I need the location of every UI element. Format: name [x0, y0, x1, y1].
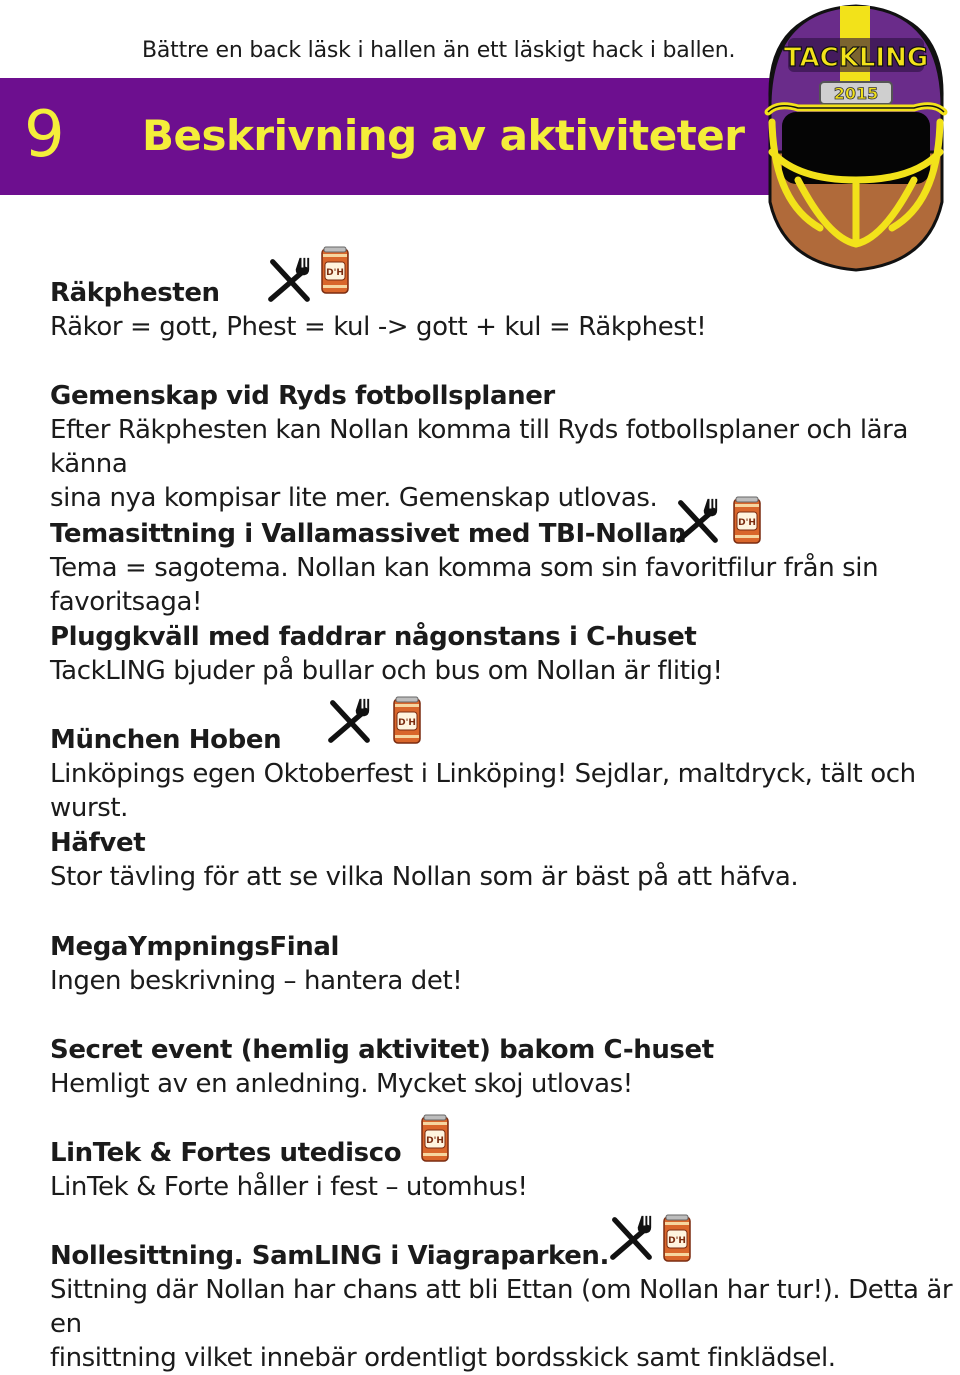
- activity-item: [50, 620, 955, 688]
- activity-description: Stor tävling för att se vilka Nollan som är bäst på att häfva.: [50, 862, 799, 892]
- chapter-number: 9: [24, 98, 65, 172]
- activity-title: Gemenskap vid Ryds fotbollsplaner: [50, 381, 555, 411]
- activity-description: LinTek & Forte håller i fest – utomhus!: [50, 1172, 528, 1202]
- activity-description: TackLING bjuder på bullar och bus om Nollan är flitig!: [50, 656, 723, 686]
- activity-title: Pluggkväll med faddrar någonstans i C-huset: [50, 622, 697, 652]
- fork-knife-icon: [606, 1214, 656, 1262]
- activity-title: LinTek & Fortes utedisco: [50, 1138, 402, 1168]
- activity-title: Secret event (hemlig aktivitet) bakom C-huset: [50, 1035, 714, 1065]
- logo-name: TACKLING: [783, 43, 929, 73]
- activity-title: Häfvet: [50, 828, 146, 858]
- fork-knife-icon: [264, 256, 314, 304]
- activity-item: [50, 930, 955, 998]
- activity-title: Nollesittning. SamLING i Viagraparken.: [50, 1241, 610, 1271]
- beer-can-icon: [662, 1212, 692, 1264]
- activity-title: München Hoben: [50, 725, 282, 755]
- activity-description-line: Sittning där Nollan har chans att bli Ettan (om Nollan har tur!). Detta är en: [50, 1275, 953, 1339]
- activity-item: [50, 276, 955, 344]
- activity-item: [50, 1239, 955, 1375]
- activity-item: [50, 379, 955, 515]
- beer-can-icon: [420, 1112, 450, 1164]
- beer-can-icon: [392, 694, 422, 746]
- activity-description: Räkor = gott, Phest = kul -> gott + kul = Räkphest!: [50, 312, 707, 342]
- beer-can-icon: [732, 494, 762, 546]
- activity-title: Temasittning i Vallamassivet med TBI-Nollan: [50, 519, 687, 549]
- activity-title: MegaYmpningsFinal: [50, 932, 340, 962]
- activity-description-line: Efter Räkphesten kan Nollan komma till Ryds fotbollsplaner och lära känna: [50, 415, 909, 479]
- page-title: Beskrivning av aktiviteter: [142, 111, 745, 160]
- page-tagline: Bättre en back läsk i hallen än ett läskigt hack i ballen.: [142, 38, 736, 63]
- logo-year: 2015: [833, 84, 879, 103]
- tackling-helmet-logo: [758, 2, 954, 272]
- activity-description: Linköpings egen Oktoberfest i Linköping! Sejdlar, maltdryck, tält och wurst.: [50, 759, 916, 823]
- activity-description: Ingen beskrivning – hantera det!: [50, 966, 463, 996]
- activity-description: Tema = sagotema. Nollan kan komma som sin favoritfilur från sin favoritsaga!: [50, 553, 879, 617]
- activity-item: [50, 826, 955, 894]
- activity-description-line: sina nya kompisar lite mer. Gemenskap utlovas.: [50, 483, 658, 513]
- beer-can-icon: [320, 244, 350, 296]
- fork-knife-icon: [672, 497, 722, 545]
- activity-description-line: finsittning vilket innebär ordentligt bordsskick samt finklädsel.: [50, 1343, 836, 1373]
- activity-item: [50, 1033, 955, 1101]
- activity-item: [50, 1136, 955, 1204]
- activity-item: [50, 723, 955, 825]
- activity-description: Hemligt av en anledning. Mycket skoj utlovas!: [50, 1069, 633, 1099]
- activity-title: Räkphesten: [50, 278, 220, 308]
- activity-item: [50, 517, 955, 619]
- fork-knife-icon: [324, 697, 374, 745]
